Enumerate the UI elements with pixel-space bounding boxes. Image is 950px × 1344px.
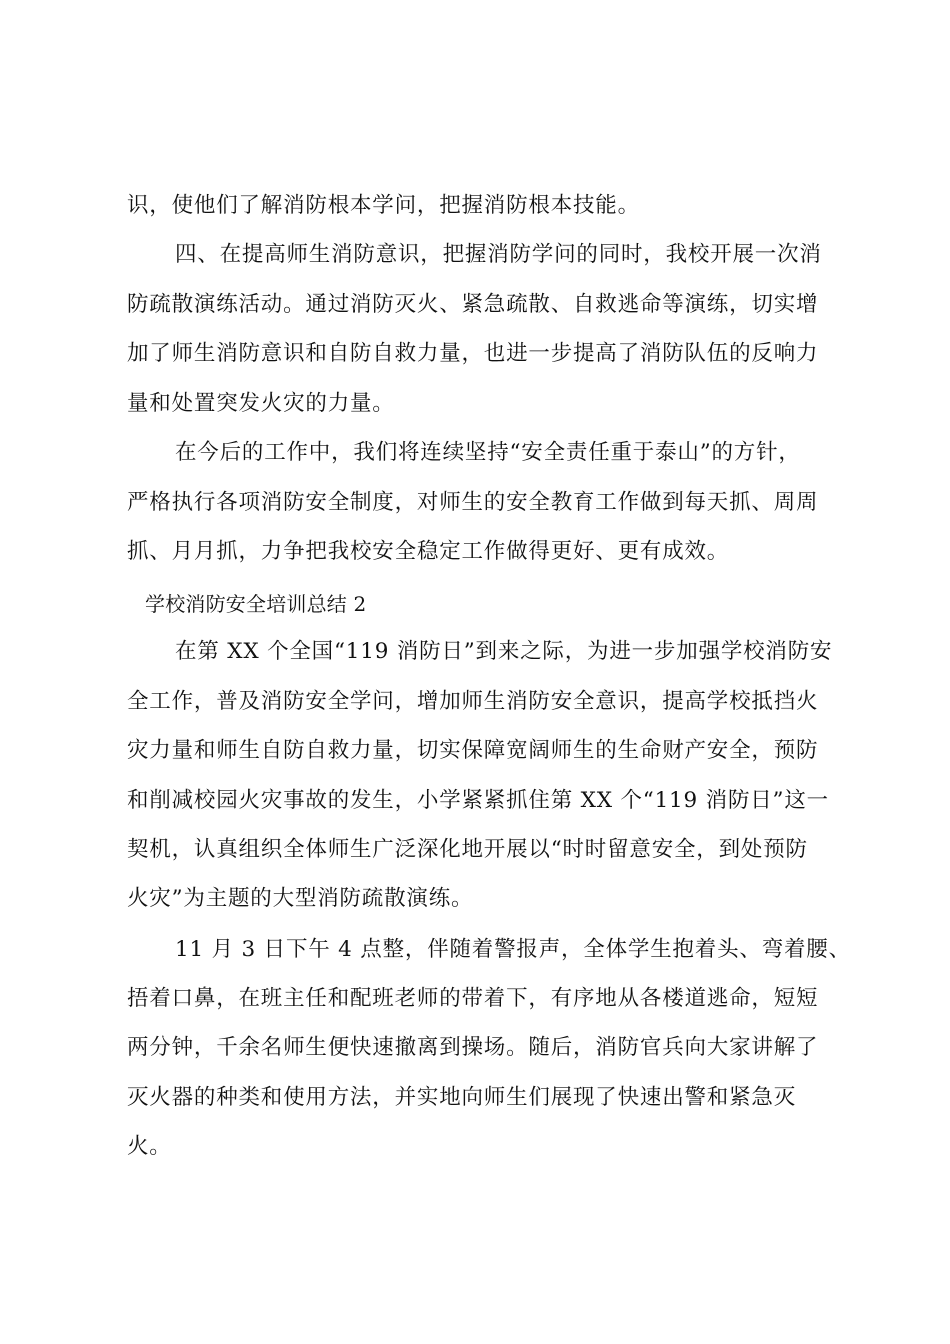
text-line: 严格执行各项消防安全制度，对师生的安全教育工作做到每天抓、周周 xyxy=(127,490,819,515)
text-line: 防疏散演练活动。通过消防灭火、紧急疏散、自救逃命等演练，切实增 xyxy=(127,292,819,317)
text-line: 和削减校园火灾事故的发生，小学紧紧抓住第 XX 个“119 消防日”这一 xyxy=(127,788,829,813)
paragraph-line: 在第 XX 个全国“119 消防日”到来之际，为进一步加强学校消防安 xyxy=(175,639,833,664)
text-line: 捂着口鼻，在班主任和配班老师的带着下，有序地从各楼道逃命，短短 xyxy=(127,986,819,1011)
text-line: 火。 xyxy=(127,1134,172,1159)
text-line: 两分钟，千余名师生便快速撤离到操场。随后，消防官兵向大家讲解了 xyxy=(127,1035,819,1060)
text-line: 量和处置突发火灾的力量。 xyxy=(127,391,395,416)
paragraph-line: 在今后的工作中，我们将连续坚持“安全责任重于泰山”的方针， xyxy=(175,440,801,465)
paragraph-line: 四、在提高师生消防意识，把握消防学问的同时，我校开展一次消 xyxy=(175,242,822,267)
text-line: 灭火器的种类和使用方法，并实地向师生们展现了快速出警和紧急灭 xyxy=(127,1085,797,1110)
text-line: 全工作，普及消防安全学问，增加师生消防安全意识，提高学校抵挡火 xyxy=(127,689,819,714)
text-line: 火灾”为主题的大型消防疏散演练。 xyxy=(127,886,474,911)
text-line: 灾力量和师生自防自救力量，切实保障宽阔师生的生命财产安全，预防 xyxy=(127,738,819,763)
paragraph-line: 11 月 3 日下午 4 点整，伴随着警报声，全体学生抱着头、弯着腰、 xyxy=(175,937,851,962)
text-line: 加了师生消防意识和自防自救力量，也进一步提高了消防队伍的反响力 xyxy=(127,341,819,366)
text-line: 契机，认真组织全体师生广泛深化地开展以“时时留意安全，到处预防 xyxy=(127,837,808,862)
text-line: 识，使他们了解消防根本学问，把握消防根本技能。 xyxy=(127,193,640,218)
text-line: 抓、月月抓，力争把我校安全稳定工作做得更好、更有成效。 xyxy=(127,539,730,564)
section-heading: 学校消防安全培训总结 2 xyxy=(145,592,367,616)
